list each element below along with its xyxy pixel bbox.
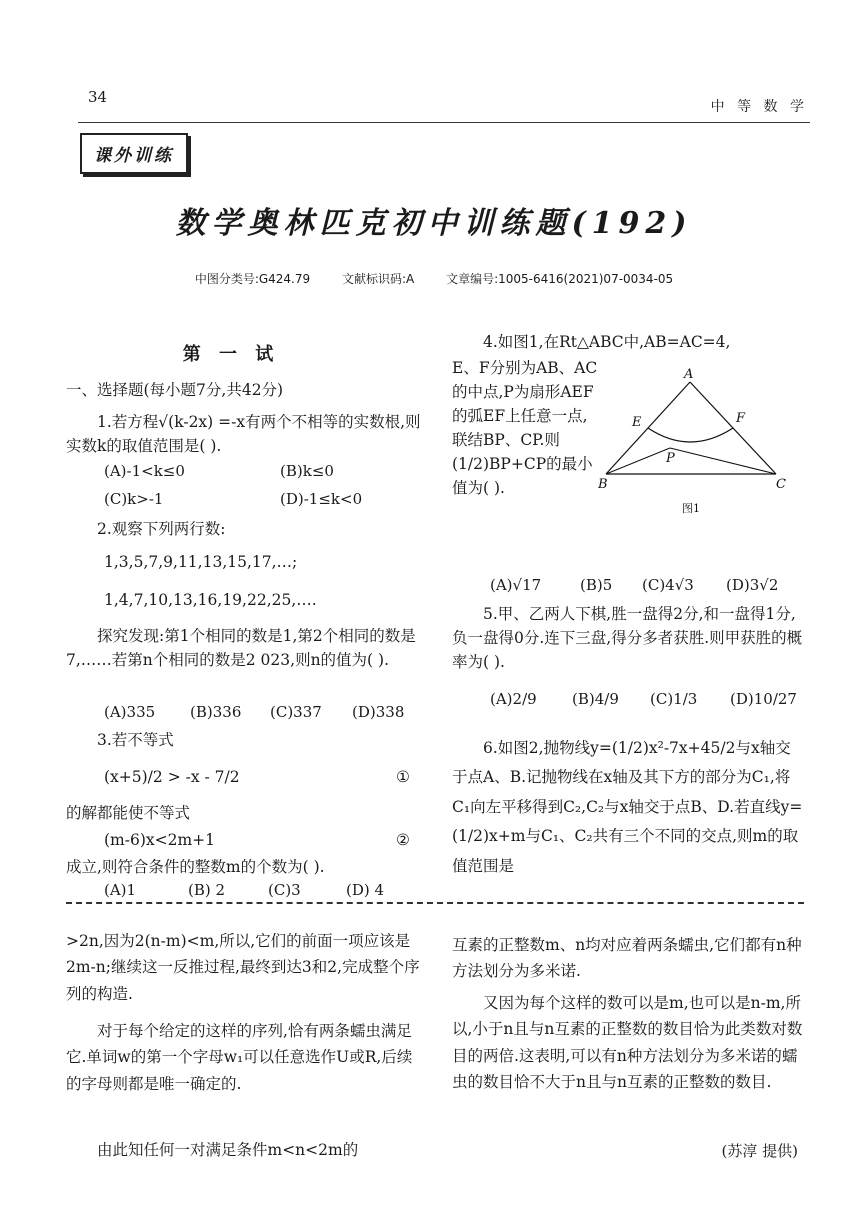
q2-option-b: (B)336 [190,703,242,721]
q3-inequality-2-number: ② [396,831,410,849]
q3-option-a: (A)1 [104,881,137,899]
q5-option-c: (C)1/3 [650,690,698,708]
q4-option-a: (A)√17 [490,576,542,594]
q2-option-a: (A)335 [104,703,156,721]
q5-option-b: (B)4/9 [572,690,619,708]
figure-label-e: E [632,415,642,430]
q2-body: 探究发现:第1个相同的数是1,第2个相同的数是7,……若第n个相同的数是2 023,则n的值为( ). [66,627,416,670]
q3-option-b: (B) 2 [188,881,226,899]
q3-end: 成立,则符合条件的整数m的个数为( ). [66,858,325,876]
q2-row1: 1,3,5,7,9,11,13,15,17,…; [104,553,298,571]
part-title: 第 一 试 [182,344,280,365]
figure-label-a: A [684,367,694,382]
q4-option-c: (C)4√3 [642,576,694,594]
q1-option-b: (B)k≤0 [280,462,334,480]
q3-option-c: (C)3 [268,881,301,899]
figure-label-p: P [666,451,675,466]
q5-text: 5.甲、乙两人下棋,胜一盘得2分,和一盘得1分,负一盘得0分.连下三盘,得分多者获胜.则甲获胜的概率为( ). [452,605,803,672]
header-rule [78,122,810,123]
section-tag: 课外训练 [80,133,188,174]
article-meta [0,270,868,287]
journal-name: 中 等 数 学 [710,99,808,115]
figure-label-c: C [776,477,786,492]
q3-inequality-1-number: ① [396,768,410,786]
q1-option-d: (D)-1≤k<0 [280,490,363,508]
figure-1 [598,366,798,520]
q4-option-b: (B)5 [580,576,613,594]
meta-article-number: 文章编号:1005-6416(2021)07-0034-05 [446,272,674,286]
page-number: 34 [88,88,108,106]
q2-option-d: (D)338 [352,703,405,721]
bottom-left-para-2: 对于每个给定的这样的序列,恰有两条蠕虫满足它.单词w的第一个字母w₁可以任意选作U或R,后续的字母则都是唯一确定的. [66,1022,413,1093]
q3-inequality-2: (m-6)x<2m+1 [104,831,216,849]
section-divider [66,902,804,904]
article-title: 数学奥林匹克初中训练题(192) [175,206,693,241]
q3-text: 3.若不等式 [97,731,174,749]
meta-classification: 中图分类号:G424.79 [194,272,311,286]
figure-label-b: B [598,477,608,492]
bottom-left-para-1: >2n,因为2(n-m)<m,所以,它们的前面一项应该是2m-n;继续这一反推过程,最终到达3和2,完成整个序列的构造. [66,932,420,1003]
q4-text-b: E、F分别为AB、AC的中点,P为扇形AEF的弧EF上任意一点,联结BP、CP.则(1/2)BP+CP的最小值为( ). [452,359,598,498]
part-subtitle: 一、选择题(每小题7分,共42分) [66,381,284,399]
q4-option-d: (D)3√2 [726,576,779,594]
meta-document-code: 文献标识码:A [341,272,415,286]
figure-caption: 图1 [682,502,700,515]
q1-text: 1.若方程√(k-2x) =-x有两个不相等的实数根,则实数k的取值范围是( ). [66,413,421,456]
q5-option-a: (A)2/9 [490,690,537,708]
q3-mid: 的解都能使不等式 [66,804,191,822]
q5-option-d: (D)10/27 [730,690,797,708]
bottom-right-para-2: 又因为每个这样的数可以是m,也可以是n-m,所以,小于n且与n互素的正整数的数目恰为此类数对数目的两倍.这表明,可以有n种方法划分为多米诺的蠕虫的数目恰不大于n且与n互素的正整数的数目. [452,994,803,1092]
q3-option-d: (D) 4 [346,881,385,899]
q2-row2: 1,4,7,10,13,16,19,22,25,…. [104,591,317,609]
credit: (苏淳 提供) [721,1142,798,1160]
figure-label-f: F [736,411,746,426]
bottom-left-para-3: 由此知任何一对满足条件m<n<2m的 [97,1141,359,1159]
q1-option-c: (C)k>-1 [104,490,164,508]
q2-option-c: (C)337 [270,703,322,721]
bottom-right-para-1: 互素的正整数m、n均对应着两条蠕虫,它们都有n种方法划分为多米诺. [452,936,802,981]
q2-text: 2.观察下列两行数: [97,520,226,538]
q3-inequality-1: (x+5)/2 > -x - 7/2 [104,768,240,786]
q6-text: 6.如图2,抛物线y=(1/2)x²-7x+45/2与x轴交于点A、B.记抛物线在x轴及其下方的部分为C₁,将C₁向左平移得到C₂,C₂与x轴交于点B、D.若直线y=(1/2)x+m与C₁、C₂共有三个不同的交点,则m的取值范围是 [452,739,803,875]
q1-option-a: (A)-1<k≤0 [104,462,185,480]
q4-text-a: 4.如图1,在Rt△ABC中,AB=AC=4, [483,333,731,351]
